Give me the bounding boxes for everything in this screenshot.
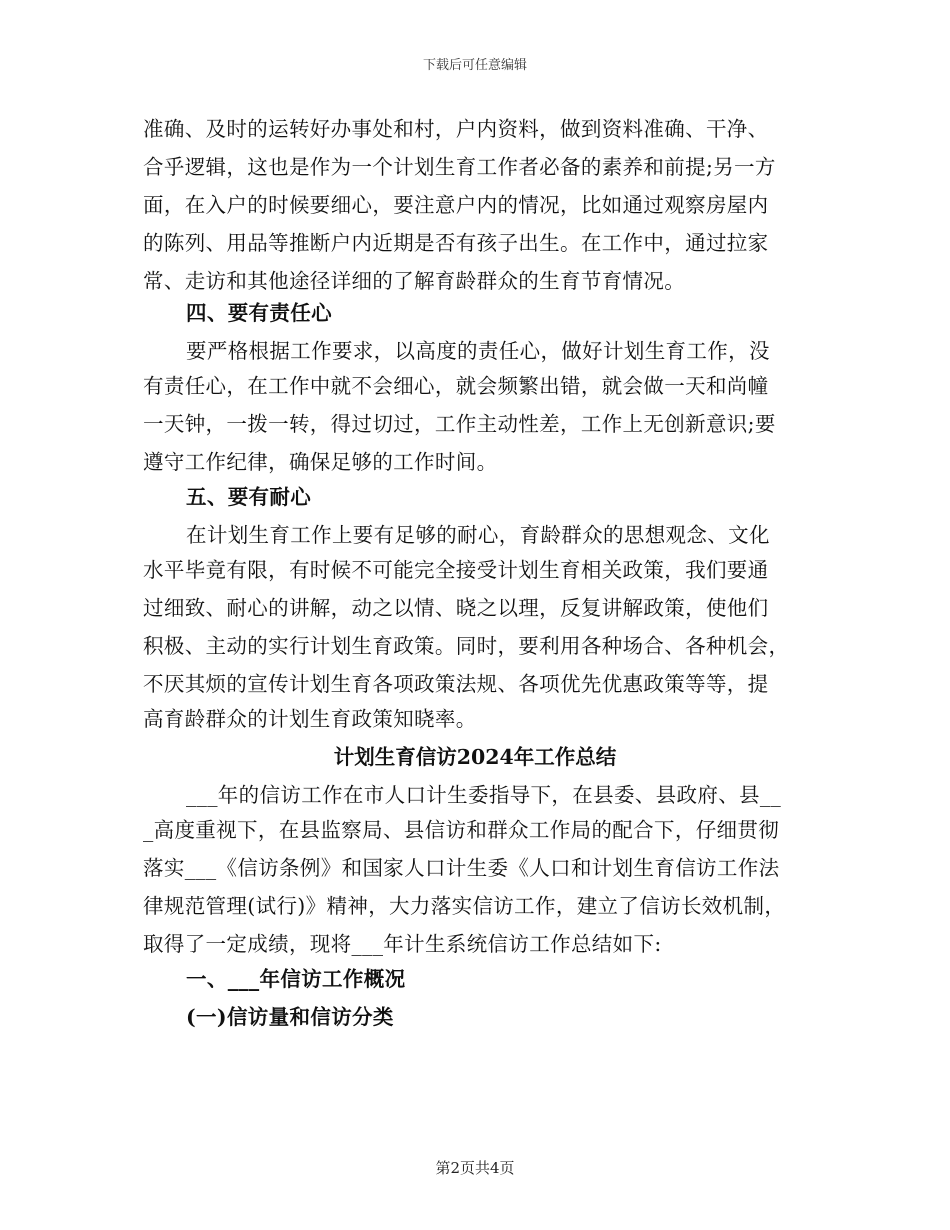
section-heading: 一、___年信访工作概况	[186, 967, 406, 991]
paragraph-line: 遵守工作纪律，确保足够的工作时间。	[143, 450, 498, 474]
paragraph-line: 取得了一定成绩，现将___年计生系统信访工作总结如下:	[143, 932, 662, 956]
paragraph-line: ___年的信访工作在市人口计生委指导下，在县委、县政府、县__	[186, 783, 782, 807]
paragraph-line: 水平毕竟有限，有时候不可能完全接受计划生育相关政策，我们要通	[143, 558, 769, 582]
paragraph-line: 一天钟，一拨一转，得过切过，工作主动性差，工作上无创新意识;要	[143, 412, 776, 436]
paragraph-line: 不厌其烦的宣传计划生育各项政策法规、各项优先优惠政策等等，提	[143, 672, 769, 696]
paragraph-line: 律规范管理(试行)》精神，大力落实信访工作，建立了信访长效机制，	[143, 894, 786, 918]
paragraph-line: 合乎逻辑，这也是作为一个计划生育工作者必备的素养和前提;另一方	[143, 155, 776, 179]
section-heading: 四、要有责任心	[186, 301, 332, 325]
paragraph-line: 过细致、耐心的讲解，动之以情、晓之以理，反复讲解政策，使他们	[143, 596, 769, 620]
page-header: 下载后可任意编辑	[422, 58, 527, 73]
page-footer: 第2页共4页	[435, 1159, 515, 1177]
subsection-heading: (一)信访量和信访分类	[186, 1005, 394, 1029]
paragraph-line: 要严格根据工作要求，以高度的责任心，做好计划生育工作，没	[186, 339, 770, 363]
paragraph-line: 常、走访和其他途径详细的了解育龄群众的生育节育情况。	[143, 269, 686, 293]
paragraph-line: 的陈列、用品等推断户内近期是否有孩子出生。在工作中，通过拉家	[143, 231, 769, 255]
paragraph-line: 积极、主动的实行计划生育政策。同时，要利用各种场合、各种机会，	[143, 634, 790, 658]
paragraph-line: 在计划生育工作上要有足够的耐心，育龄群众的思想观念、文化	[186, 523, 770, 547]
paragraph-line: 准确、及时的运转好办事处和村，户内资料，做到资料准确、干净、	[143, 117, 769, 141]
paragraph-line: 有责任心，在工作中就不会细心，就会频繁出错，就会做一天和尚幢	[143, 374, 769, 398]
paragraph-line: _高度重视下，在县监察局、县信访和群众工作局的配合下，仔细贯彻	[143, 818, 780, 842]
paragraph-line: 面，在入户的时候要细心，要注意户内的情况，比如通过观察房屋内	[143, 193, 769, 217]
document-title: 计划生育信访2024年工作总结	[333, 745, 617, 769]
paragraph-line: 高育龄群众的计划生育政策知晓率。	[143, 707, 477, 731]
paragraph-line: 落实___《信访条例》和国家人口计生委《人口和计划生育信访工作法	[143, 856, 780, 880]
section-heading: 五、要有耐心	[186, 485, 312, 509]
